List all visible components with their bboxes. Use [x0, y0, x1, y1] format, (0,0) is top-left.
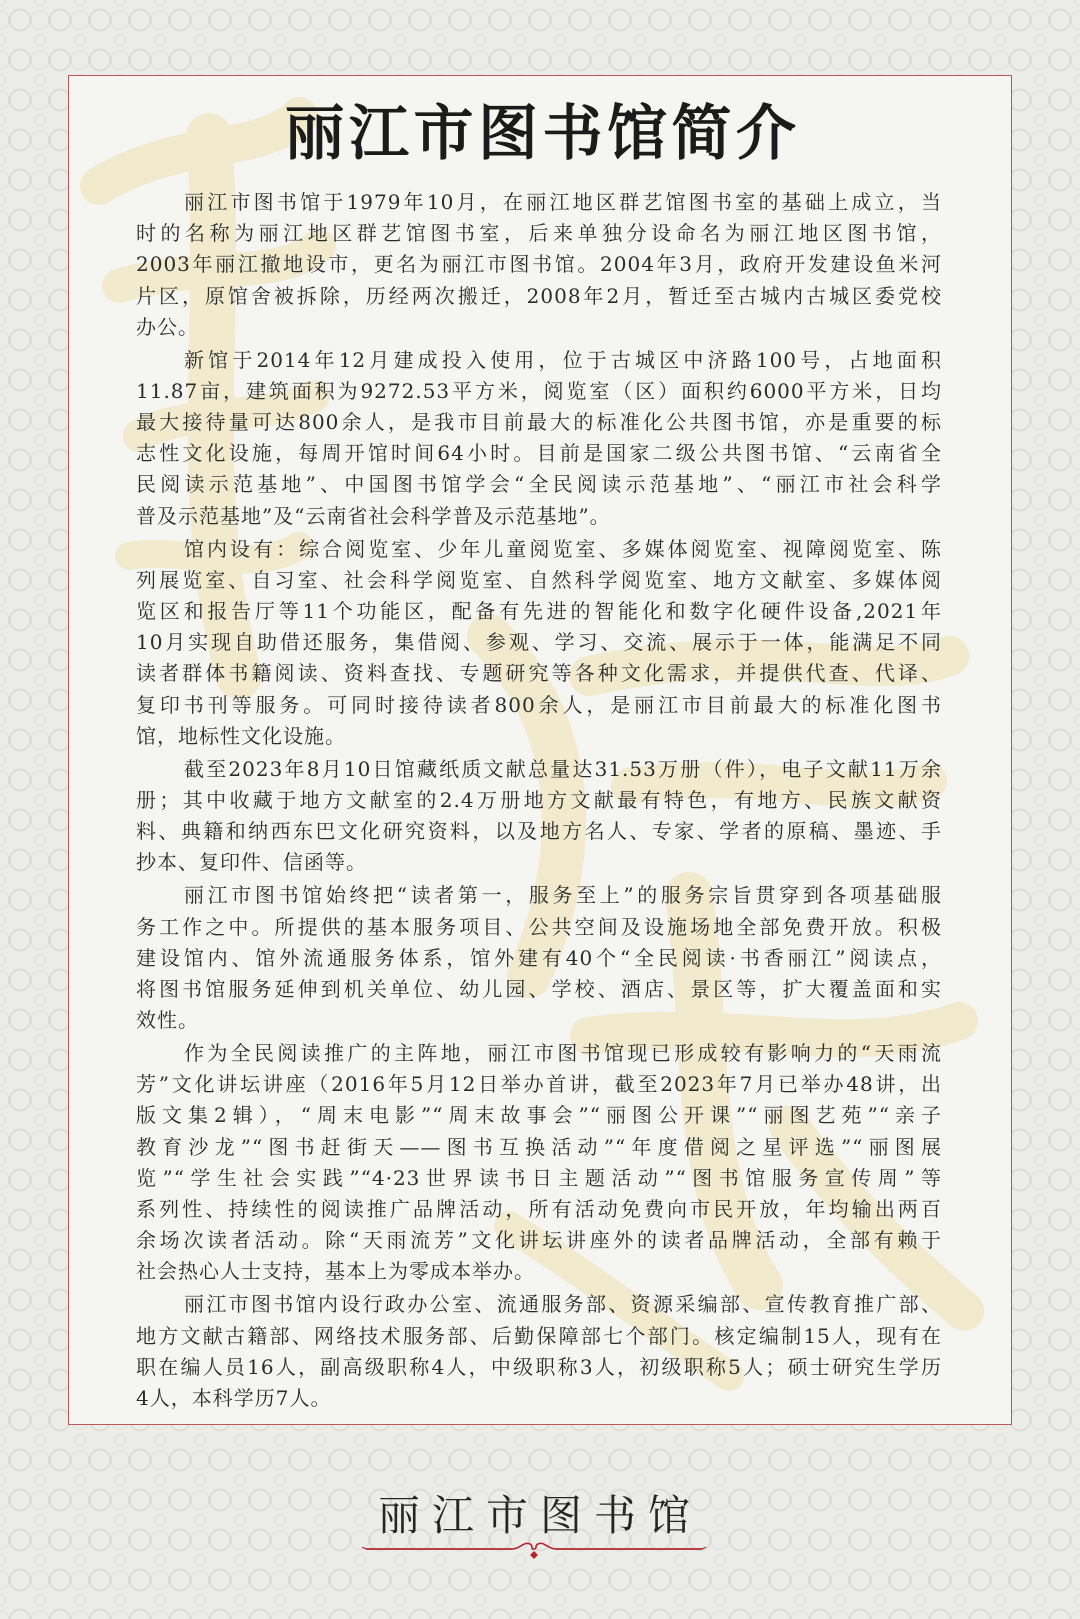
text-line: 料、典籍和纳西东巴文化研究资料，以及地方名人、专家、学者的原稿、墨迹、手 [136, 819, 942, 844]
text-line: 芳”文化讲坛讲座（2016年5月12日举办首讲，截至2023年7月已举办48讲，出 [136, 1072, 942, 1097]
text-line: 丽江市图书馆内设行政办公室、流通服务部、资源采编部、宣传教育推广部、 [184, 1292, 942, 1317]
text-line: 新馆于2014年12月建成投入使用，位于古城区中济路100号，占地面积 [184, 347, 942, 372]
text-line: 普及示范基地”及“云南省社会科学普及示范基地”。 [136, 503, 611, 528]
text-line: 作为全民阅读推广的主阵地，丽江市图书馆现已形成较有影响力的“天雨流 [184, 1041, 942, 1066]
text-line: 抄本、复印件、信函等。 [136, 850, 367, 875]
text-line: 建设馆内、馆外流通服务体系，馆外建有40个“全民阅读·书香丽江”阅读点， [136, 945, 942, 970]
text-line: 版文集2辑），“周末电影”“周末故事会”“丽图公开课”“丽图艺苑”“亲子 [136, 1103, 942, 1128]
text-line: 片区，原馆舍被拆除，历经两次搬迁，2008年2月，暂迁至古城内古城区委党校 [136, 283, 942, 308]
text-line: 最大接待量可达800余人，是我市目前最大的标准化公共图书馆，亦是重要的标 [136, 410, 942, 435]
text-line: 教育沙龙”“图书赶街天——图书互换活动”“年度借阅之星评选”“丽图展 [136, 1134, 942, 1159]
text-line: 册；其中收藏于地方文献室的2.4万册地方文献最有特色，有地方、民族文献资 [136, 787, 942, 812]
paragraph [136, 345, 942, 532]
text-line: 列展览室、自习室、社会科学阅览室、自然科学阅览室、地方文献室、多媒体阅 [136, 567, 942, 592]
text-line: 复印书刊等服务。可同时接待读者800余人，是丽江市目前最大的标准化图书 [136, 692, 942, 717]
text-line: 系列性、持续性的阅读推广品牌活动，所有活动免费向市民开放，年均输出两百 [136, 1196, 942, 1221]
body-text [136, 187, 942, 1416]
text-line: 效性。 [136, 1008, 199, 1033]
paragraph [136, 880, 942, 1036]
text-line: 馆内设有：综合阅览室、少年儿童阅览室、多媒体阅览室、视障阅览室、陈 [184, 536, 942, 561]
text-line: 丽江市图书馆始终把“读者第一，服务至上”的服务宗旨贯穿到各项基础服 [184, 883, 942, 908]
text-line: 办公。 [136, 314, 199, 339]
paragraph [136, 534, 942, 752]
text-line: 民阅读示范基地”、中国图书馆学会“全民阅读示范基地”、“丽江市社会科学 [136, 472, 942, 497]
text-line: 览区和报告厅等11个功能区，配备有先进的智能化和数字化硬件设备,2021年 [136, 599, 942, 624]
text-line: 馆，地标性文化设施。 [136, 723, 346, 748]
text-line: 10月实现自助借还服务，集借阅、参观、学习、交流、展示于一体，能满足不同 [136, 630, 942, 655]
text-line: 务工作之中。所提供的基本服务项目、公共空间及设施场地全部免费开放。积极 [136, 914, 942, 939]
content-frame [68, 75, 1012, 1425]
text-line: 余场次读者活动。除“天雨流芳”文化讲坛讲座外的读者品牌活动，全部有赖于 [136, 1228, 942, 1253]
logo-ornament-rule [362, 1536, 706, 1560]
text-line: 丽江市图书馆于1979年10月，在丽江地区群艺馆图书室的基础上成立，当 [184, 190, 942, 214]
text-line: 时的名称为丽江地区群艺馆图书室，后来单独分设命名为丽江地区图书馆， [136, 221, 942, 246]
text-line: 读者群体书籍阅读、资料查找、专题研究等各种文化需求，并提供代查、代译、 [136, 661, 942, 686]
text-line: 职在编人员16人，副高级职称4人，中级职称3人，初级职称5人；硕士研究生学历 [136, 1354, 942, 1379]
text-line: 将图书馆服务延伸到机关单位、幼儿园、学校、酒店、景区等，扩大覆盖面和实 [136, 976, 942, 1001]
paragraph [136, 187, 942, 343]
library-logo-text: 丽江市图书馆 [377, 1491, 702, 1540]
text-line: 4人，本科学历7人。 [136, 1385, 332, 1410]
text-line: 截至2023年8月10日馆藏纸质文献总量达31.53万册（件），电子文献11万余 [184, 756, 942, 781]
paragraph [136, 1289, 942, 1414]
paragraph [136, 754, 942, 879]
text-line: 地方文献古籍部、网络技术服务部、后勤保障部七个部门。核定编制15人，现有在 [136, 1323, 942, 1348]
text-line: 览”“学生社会实践”“4·23世界读书日主题活动”“图书馆服务宣传周”等 [136, 1165, 942, 1190]
text-line: 2003年丽江撤地设市，更名为丽江市图书馆。2004年3月，政府开发建设鱼米河 [136, 252, 942, 277]
paragraph [136, 1038, 942, 1288]
text-line: 11.87亩，建筑面积为9272.53平方米，阅览室（区）面积约6000平方米，日均 [136, 378, 942, 403]
text-line: 志性文化设施，每周开馆时间64小时。目前是国家二级公共图书馆、“云南省全 [136, 441, 942, 466]
text-line: 社会热心人士支持，基本上为零成本举办。 [136, 1259, 535, 1284]
page-title: 丽江市图书馆简介 [284, 99, 801, 169]
